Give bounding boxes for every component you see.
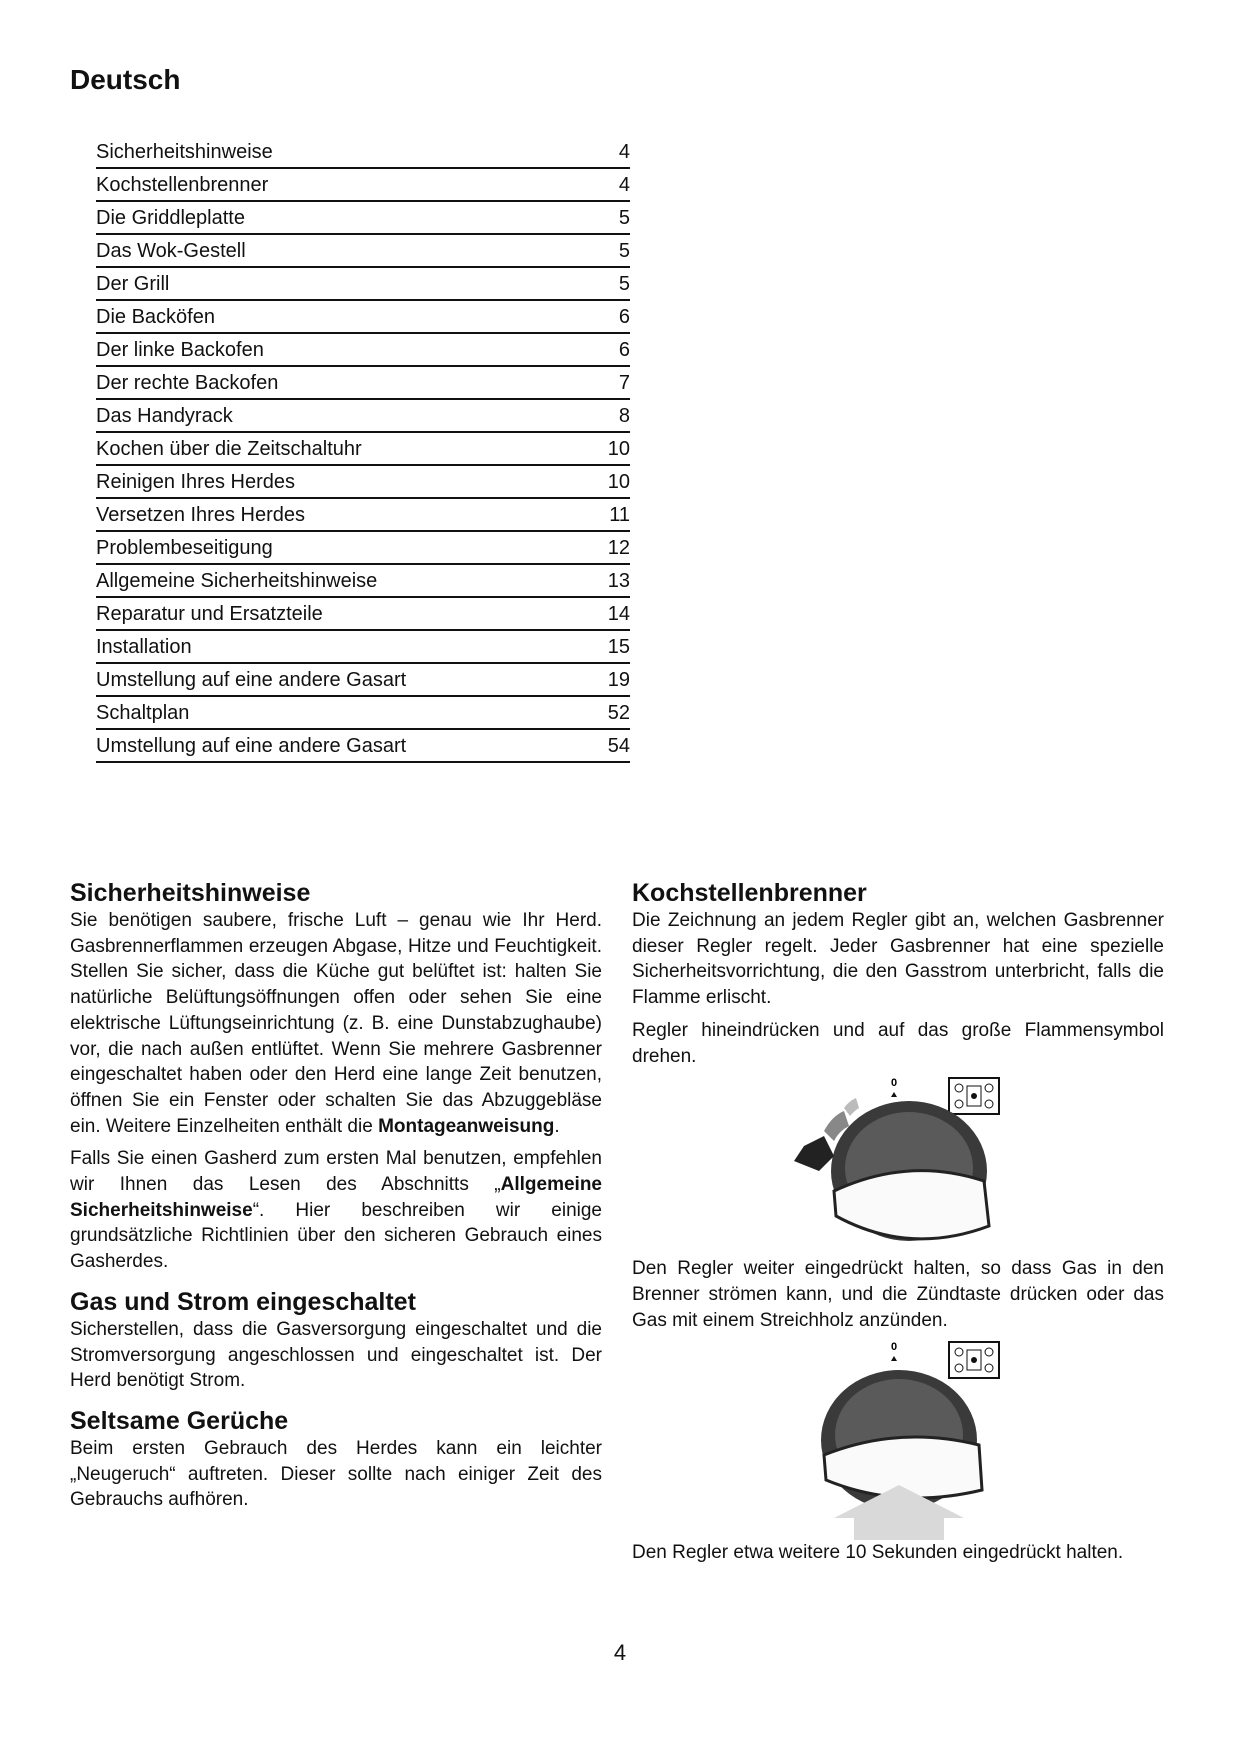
toc-row bbox=[96, 136, 630, 169]
toc-page-number: 7 bbox=[618, 372, 630, 394]
toc-title: Versetzen Ihres Herdes bbox=[96, 504, 305, 526]
toc-page-number: 10 bbox=[607, 471, 630, 493]
toc-title: Der linke Backofen bbox=[96, 339, 264, 361]
marker-icon bbox=[891, 1356, 897, 1361]
zero-label: 0 bbox=[890, 1077, 898, 1090]
toc-page-number: 5 bbox=[618, 273, 630, 295]
toc-title: Kochstellenbrenner bbox=[96, 174, 269, 196]
toc-row bbox=[96, 697, 630, 730]
marker-icon bbox=[891, 1092, 897, 1097]
safety-paragraph-2: Falls Sie einen Gasherd zum ersten Mal benutzen, empfehlen wir Ihnen das Lesen des Abschnitts „Allgemeine Sicherheitshinweise“. Hier beschreiben wir einige grundsätzliche Richtlinien über den sicheren Gebrauch eines Gasherdes. bbox=[70, 1148, 602, 1273]
language-heading: Deutsch bbox=[70, 64, 181, 95]
toc-title: Die Backöfen bbox=[96, 306, 215, 328]
burner-paragraph-4: Den Regler etwa weitere 10 Sekunden eingedrückt halten. bbox=[632, 1542, 1124, 1564]
toc-row bbox=[96, 664, 630, 697]
toc-title: Installation bbox=[96, 636, 192, 658]
toc-title: Umstellung auf eine andere Gasart bbox=[96, 735, 407, 757]
safety-heading: Sicherheitshinweise bbox=[70, 879, 311, 907]
toc-page-number: 10 bbox=[607, 438, 630, 460]
toc-title: Allgemeine Sicherheitshinweise bbox=[96, 570, 378, 592]
toc-title: Das Handyrack bbox=[96, 405, 233, 427]
rotate-arrow-icon bbox=[794, 1136, 834, 1171]
toc-title: Reparatur und Ersatzteile bbox=[96, 603, 323, 625]
toc-row bbox=[96, 631, 630, 664]
toc-row bbox=[96, 433, 630, 466]
left-column bbox=[70, 878, 602, 1520]
toc-page-number: 15 bbox=[607, 636, 630, 658]
toc-title: Die Griddleplatte bbox=[96, 207, 245, 229]
toc-page-number: 6 bbox=[618, 306, 630, 328]
toc-page-number: 5 bbox=[618, 240, 630, 262]
toc-title: Reinigen Ihres Herdes bbox=[96, 471, 295, 493]
gas-paragraph: Sicherstellen, dass die Gasversorgung eingeschaltet und die Stromversorgung angeschlossen und eingeschaltet ist. Der Herd benötigt Strom. bbox=[70, 1318, 602, 1392]
gas-heading: Gas und Strom eingeschaltet bbox=[70, 1287, 416, 1316]
toc-row bbox=[96, 169, 630, 202]
toc-row bbox=[96, 268, 630, 301]
zero-label: 0 bbox=[890, 1341, 898, 1354]
toc-title: Problembeseitigung bbox=[96, 537, 273, 559]
toc-page-number: 11 bbox=[609, 504, 630, 526]
toc-row bbox=[96, 367, 630, 400]
toc-row bbox=[96, 730, 630, 763]
table-of-contents bbox=[96, 136, 630, 763]
toc-row bbox=[96, 532, 630, 565]
toc-row bbox=[96, 235, 630, 268]
safety-paragraph-1: Sie benötigen saubere, frische Luft – genau wie Ihr Herd. Gasbrennerflammen erzeugen Abgase, Hitze und Feuchtigkeit. Stellen Sie sicher, dass die Küche gut belüftet ist: halten Sie natürliche Belüftungsöffnungen offen oder sehen Sie eine elektrische Lüftungseinrichtung (z. B. eine Dunstabzughaube) vor, die nach außen entlüftet. Wenn Sie mehrere Gasbrenner eingeschaltet haben oder den Herd eine lange Zeit benutzen, öffnen Sie ein Fenster oder schalten Sie das Abzuggebläse ein. Weitere Einzelheiten enthält die Montageanweisung. bbox=[70, 910, 602, 1137]
toc-row bbox=[96, 466, 630, 499]
toc-page-number: 14 bbox=[607, 603, 630, 625]
toc-row bbox=[96, 301, 630, 334]
toc-page-number: 12 bbox=[607, 537, 630, 559]
toc-title: Das Wok-Gestell bbox=[96, 240, 246, 262]
toc-row bbox=[96, 334, 630, 367]
smell-heading: Seltsame Gerüche bbox=[70, 1406, 289, 1435]
burner-paragraph-1: Die Zeichnung an jedem Regler gibt an, welchen Gasbrenner dieser Regler regelt. Jeder Gasbrenner hat eine spezielle Sicherheitsvorrichtung, die den Gasstrom unterbricht, falls die Flamme erlischt. bbox=[632, 910, 1164, 1009]
toc-title: Der Grill bbox=[96, 273, 170, 295]
burner-symbol-icon bbox=[949, 1342, 999, 1378]
toc-page-number: 4 bbox=[618, 141, 630, 163]
right-column bbox=[632, 878, 1164, 1573]
toc-page-number: 8 bbox=[618, 405, 630, 427]
burner-paragraph-2: Regler hineindrücken und auf das große Flammensymbol drehen. bbox=[632, 1019, 1164, 1067]
toc-row bbox=[96, 598, 630, 631]
toc-page-number: 19 bbox=[607, 669, 630, 691]
toc-row bbox=[96, 400, 630, 433]
toc-page-number: 4 bbox=[618, 174, 630, 196]
toc-title: Sicherheitshinweise bbox=[96, 141, 273, 163]
toc-row bbox=[96, 565, 630, 598]
knob-turn-illustration bbox=[784, 1076, 1024, 1256]
toc-page-number: 54 bbox=[607, 735, 630, 757]
toc-title: Schaltplan bbox=[96, 702, 190, 724]
burner-symbol-icon bbox=[949, 1078, 999, 1114]
burner-paragraph-3: Den Regler weiter eingedrückt halten, so dass Gas in den Brenner strömen kann, und die Zündtaste drücken oder das Gas mit einem Streichholz anzünden. bbox=[632, 1258, 1164, 1331]
toc-page-number: 52 bbox=[607, 702, 630, 724]
toc-page-number: 6 bbox=[618, 339, 630, 361]
toc-page-number: 5 bbox=[618, 207, 630, 229]
toc-title: Umstellung auf eine andere Gasart bbox=[96, 669, 407, 691]
smell-paragraph: Beim ersten Gebrauch des Herdes kann ein leichter „Neugeruch“ auftreten. Dieser sollte nach einiger Zeit des Gebrauchs aufhören. bbox=[70, 1437, 602, 1511]
toc-row bbox=[96, 499, 630, 532]
toc-title: Der rechte Backofen bbox=[96, 372, 279, 394]
burner-heading: Kochstellenbrenner bbox=[632, 879, 867, 907]
toc-page-number: 13 bbox=[607, 570, 630, 592]
toc-title: Kochen über die Zeitschaltuhr bbox=[96, 438, 362, 460]
page-number: 4 bbox=[613, 1640, 627, 1665]
toc-row bbox=[96, 202, 630, 235]
knob-press-illustration bbox=[784, 1340, 1024, 1540]
